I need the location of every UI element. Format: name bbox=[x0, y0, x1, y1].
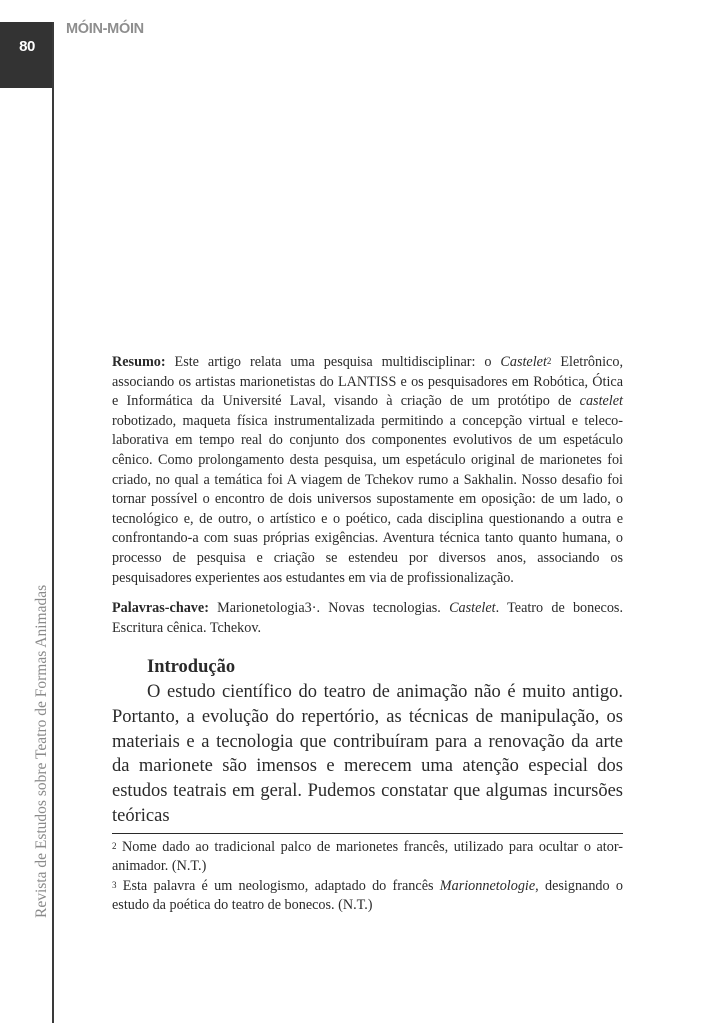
abstract bbox=[112, 353, 623, 588]
section-heading: Introdução bbox=[147, 657, 236, 677]
keywords bbox=[112, 599, 623, 638]
footnotes bbox=[112, 838, 623, 916]
keywords-text: Marionetologia3·. Novas tecnologias. bbox=[208, 600, 450, 616]
footnote-italic: Marionnetologie bbox=[439, 877, 536, 894]
abstract-text: robotizado, maqueta física instrumentalizada permitindo a concepção virtual e teleco-laborativa em tempo real do conjunto dos componentes evolutivos de um espetáculo cênico. Como prolongamento desta pesquisa, um espetáculo original de marionetes foi criado, no qual a temática foi A viagem de Tchekov rumo a Sakhalin. Nosso desafio foi tornar possível o encontro de dois universos supostamente em oposição: de um lado, o tecnológico e, de outro, o artístico e o poético, cada disciplina questionando a outra e confrontando-a com suas próprias exigências. Aventura técnica tanto quanto humana, o processo de pesquisa e criação se estendeu por diversos anos, associando os pesquisadores experientes aos estudantes em via de profissionalização. bbox=[112, 412, 623, 586]
footnote-text: Nome dado ao tradicional palco de marionetes francês, utilizado para ocultar o ator-animador. (N.T.) bbox=[112, 839, 623, 875]
footnote-divider bbox=[112, 833, 623, 834]
keywords-label: Palavras-chave: bbox=[112, 600, 209, 616]
footnote-ref-2[interactable]: 2 bbox=[546, 356, 552, 366]
footnote-number: 3 bbox=[112, 879, 117, 890]
abstract-castelet-lower: castelet bbox=[579, 393, 623, 410]
intro-paragraph: O estudo científico do teatro de animação não é muito antigo. Portanto, a evolução do repertório, as técnicas de manipulação, os materiais e a tecnologia que contribuíram para a renovação da arte da marionete são imensos e merecem uma atenção especial dos estudos teatrais em geral. Pudemos constatar que algumas incursões teóricas bbox=[112, 682, 623, 826]
footnote-3 bbox=[112, 877, 623, 916]
abstract-castelet: Castelet bbox=[500, 354, 547, 370]
abstract-text: Este artigo relata uma pesquisa multidisciplinar: o bbox=[165, 354, 501, 370]
page-number: 80 bbox=[19, 38, 35, 55]
abstract-text: Eletrônico, associando os artistas marionetistas do LANTISS e os pesquisadores em Robótica, Ótica e Informática da Université Laval, visando à criação de um protótipo de bbox=[112, 354, 623, 410]
footnote-2 bbox=[112, 838, 623, 877]
footnote-text: Esta palavra é um neologismo, adaptado do francês bbox=[116, 877, 440, 894]
page-number-box bbox=[0, 22, 54, 88]
journal-title-vertical: Revista de Estudos sobre Teatro de Formas Animadas bbox=[33, 584, 50, 918]
keywords-castelet: Castelet bbox=[449, 600, 496, 616]
footnote-text: , designando o estudo da poética do teatro de bonecos. (N.T.) bbox=[112, 877, 623, 914]
keywords-text: . Teatro de bonecos. Escritura cênica. Tchekov. bbox=[112, 600, 623, 636]
running-head: MÓIN-MÓIN bbox=[66, 21, 144, 37]
vertical-rule bbox=[52, 22, 54, 1023]
abstract-label: Resumo: bbox=[112, 354, 166, 370]
footnote-number: 2 bbox=[112, 841, 117, 851]
